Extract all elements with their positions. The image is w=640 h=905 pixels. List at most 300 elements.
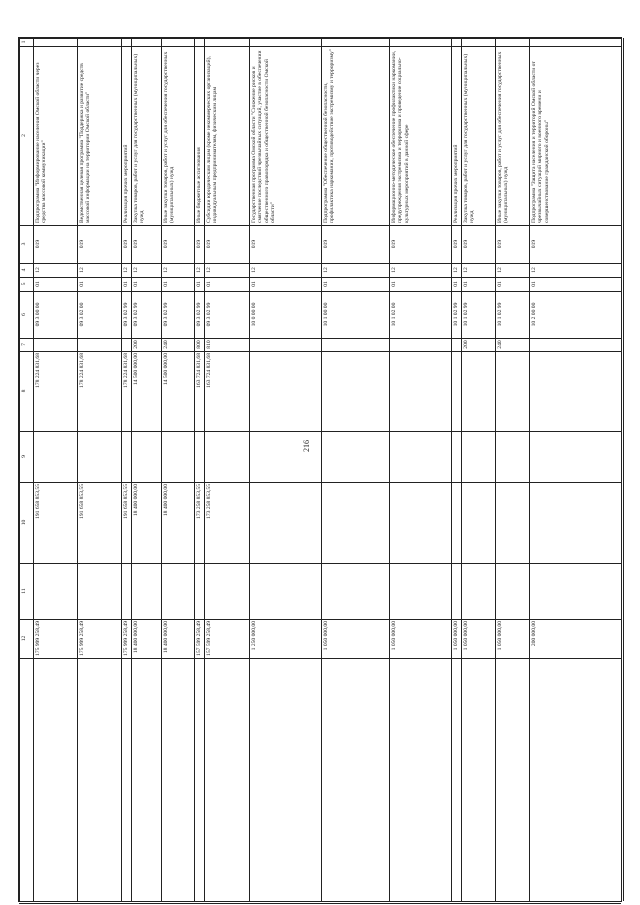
- row-c12-text: 18 400 000,00: [163, 621, 169, 654]
- row-c10: [321, 482, 389, 563]
- row-c7: [249, 338, 321, 351]
- row-c12-text: 175 999 258,49: [123, 621, 129, 656]
- row-c10-text: 191 658 853,55: [79, 484, 85, 519]
- row-c5-text: 01: [251, 281, 257, 287]
- row-c9-text: [453, 433, 461, 480]
- row-c7-text: 240: [497, 340, 503, 349]
- row-c5: [77, 277, 121, 291]
- row-name-text: Информационно-методическое обеспечение профилактики наркомании, предупреждения экстремизма и терроризма и проведение социально-культурных мероприятий в данной сфере: [391, 50, 410, 223]
- header-cell-text: 4: [21, 268, 27, 272]
- row-c4-text: 12: [391, 267, 397, 273]
- row-c9-text: [35, 433, 77, 480]
- row-c8: [33, 351, 77, 431]
- row-c9: [495, 431, 529, 482]
- row-c5-text: 01: [391, 281, 397, 287]
- row-c13-text: [323, 660, 389, 901]
- row-c10: [77, 482, 121, 563]
- row-c11-text: [251, 565, 321, 617]
- row-c3: [461, 225, 495, 263]
- row-c13-text: [35, 660, 77, 901]
- row-c4-text: 12: [531, 267, 537, 273]
- table-rule: [19, 38, 621, 39]
- row-c12: [529, 619, 623, 658]
- row-c9-text: [497, 433, 529, 480]
- row-c8-text: [453, 353, 461, 429]
- row-c3-text: 019: [323, 239, 329, 249]
- row-c13: [461, 658, 495, 903]
- table-rule: [623, 38, 624, 901]
- row-c13-text: [196, 660, 204, 901]
- row-c11-text: [497, 565, 529, 617]
- row-c13: [194, 658, 204, 903]
- row-c4: [529, 263, 623, 277]
- row-c11: [321, 563, 389, 619]
- row-c6-text: 09 3 02 99: [206, 302, 212, 327]
- row-c4: [121, 263, 131, 277]
- row-c8: [321, 351, 389, 431]
- row-c6: [77, 291, 121, 338]
- row-name-text: Ведомственная целевая программа "Поддержка и развитие средств массовой информации на территории Омской области": [79, 63, 92, 223]
- row-c6: [121, 291, 131, 338]
- row-c10-text: [251, 484, 321, 561]
- row-c5-text: 01: [206, 281, 212, 287]
- row-c3-text: 019: [196, 239, 202, 249]
- row-name: [194, 46, 204, 225]
- row-c13: [33, 658, 77, 903]
- row-c6-text: 10 1 02 99: [497, 302, 503, 327]
- row-c5: [33, 277, 77, 291]
- header-cell: [19, 619, 33, 658]
- row-c12-text: 200 000,00: [531, 621, 537, 647]
- row-c5-text: 01: [497, 281, 503, 287]
- row-c7-text: [391, 340, 451, 349]
- row-c5: [194, 277, 204, 291]
- header-cell-text: 6: [21, 313, 27, 316]
- row-c13: [77, 658, 121, 903]
- row-c11-text: [323, 565, 389, 617]
- row-c11: [495, 563, 529, 619]
- row-c5: [451, 277, 461, 291]
- row-c12: [161, 619, 194, 658]
- row-name-text: Субсидии юридическим лицам (кроме некоммерческих организаций), индивидуальным предпринимателям, физическим лицам: [206, 56, 219, 223]
- row-c3: [249, 225, 321, 263]
- row-c4: [461, 263, 495, 277]
- header-cell: [19, 225, 33, 263]
- row-c7-text: [531, 340, 623, 349]
- row-c5-text: 01: [133, 281, 139, 287]
- row-c8: [204, 351, 249, 431]
- row-c6: [33, 291, 77, 338]
- header-cell-text: 3: [21, 242, 27, 246]
- row-c6-text: 10 2 00 00: [531, 302, 537, 327]
- row-name: [529, 46, 623, 225]
- row-c4-text: 12: [35, 267, 41, 273]
- row-name: [161, 46, 194, 225]
- row-c4: [389, 263, 451, 277]
- row-c4: [321, 263, 389, 277]
- row-c12-text: 1 050 000,00: [497, 621, 503, 651]
- header-cell: [19, 351, 33, 431]
- row-c9-text: [251, 433, 321, 480]
- row-c8: [461, 351, 495, 431]
- page-number: 216: [302, 440, 311, 452]
- row-c11: [121, 563, 131, 619]
- row-c10-text: [453, 484, 461, 561]
- row-c3: [204, 225, 249, 263]
- row-c13: [529, 658, 623, 903]
- row-c6: [389, 291, 451, 338]
- row-c11: [77, 563, 121, 619]
- row-c7-text: [323, 340, 389, 349]
- row-c10-text: [323, 484, 389, 561]
- row-name: [461, 46, 495, 225]
- row-name: [204, 46, 249, 225]
- row-c8-text: [497, 353, 529, 429]
- row-c13-text: [163, 660, 194, 901]
- row-c8-text: [323, 353, 389, 429]
- row-c11-text: [206, 565, 249, 617]
- row-c4-text: 12: [463, 267, 469, 273]
- row-c10: [161, 482, 194, 563]
- row-name-text: Государственная программа Омской области "Снижение рисков и смягчение последствий чрезвычайных ситуаций, участие в обеспечении общественного правопорядка и общественной безопасности Омской области": [251, 50, 277, 223]
- row-c4: [131, 263, 161, 277]
- row-c7: [131, 338, 161, 351]
- row-c7: [77, 338, 121, 351]
- row-c10-text: [497, 484, 529, 561]
- row-c7: [204, 338, 249, 351]
- row-c11-text: [531, 565, 623, 617]
- row-c11: [161, 563, 194, 619]
- row-c8-text: [531, 353, 623, 429]
- row-c10-text: [463, 484, 495, 561]
- row-c13-text: [79, 660, 121, 901]
- row-c8: [451, 351, 461, 431]
- row-c12: [77, 619, 121, 658]
- row-c11-text: [391, 565, 451, 617]
- row-c13: [161, 658, 194, 903]
- row-c8: [495, 351, 529, 431]
- row-c13-text: [391, 660, 451, 901]
- row-c9-text: [123, 433, 131, 480]
- row-name: [121, 46, 131, 225]
- row-c5: [461, 277, 495, 291]
- row-c3-text: 019: [453, 239, 459, 249]
- row-c12: [321, 619, 389, 658]
- row-c7: [194, 338, 204, 351]
- row-c5-text: 01: [463, 281, 469, 287]
- row-c7: [389, 338, 451, 351]
- row-c9: [194, 431, 204, 482]
- row-c9: [77, 431, 121, 482]
- row-c6: [461, 291, 495, 338]
- row-c7-text: 240: [163, 340, 169, 349]
- row-c3: [131, 225, 161, 263]
- row-c6-text: 09 3 02 99: [123, 302, 129, 327]
- row-c12-text: 1 250 000,00: [251, 621, 257, 651]
- row-c13-text: [463, 660, 495, 901]
- row-name: [389, 46, 451, 225]
- header-cell: [19, 338, 33, 351]
- table-grid: [19, 38, 621, 901]
- row-c3: [161, 225, 194, 263]
- row-c8-text: 163 724 831,68: [206, 353, 212, 388]
- row-c12-text: 1 050 000,00: [463, 621, 469, 651]
- row-c8-text: 178 224 831,68: [79, 353, 85, 388]
- row-c3: [451, 225, 461, 263]
- row-c5-text: 01: [123, 281, 129, 287]
- row-c10: [204, 482, 249, 563]
- row-name-text: Иные закупки товаров, работ и услуг для обеспечения государственных (муниципальных) нужд: [163, 51, 176, 223]
- row-c12: [121, 619, 131, 658]
- row-c7: [161, 338, 194, 351]
- row-c13: [389, 658, 451, 903]
- row-c9: [389, 431, 451, 482]
- row-name: [451, 46, 461, 225]
- row-c4-text: 12: [453, 267, 459, 273]
- row-c6: [451, 291, 461, 338]
- row-c4-text: 12: [206, 267, 212, 273]
- row-c13-text: [123, 660, 131, 901]
- row-c3: [389, 225, 451, 263]
- row-c3-text: 019: [79, 239, 85, 249]
- row-c10: [451, 482, 461, 563]
- row-c3-text: 019: [463, 239, 469, 249]
- row-c7-text: 800: [196, 340, 202, 349]
- row-c4: [451, 263, 461, 277]
- row-c9-text: [163, 433, 194, 480]
- row-c10: [389, 482, 451, 563]
- row-c6-text: 09 3 02 00: [79, 302, 85, 327]
- row-c4-text: 12: [79, 267, 85, 273]
- row-c10: [529, 482, 623, 563]
- row-c9-text: [531, 433, 623, 480]
- row-c5-text: 01: [453, 281, 459, 287]
- row-c9-text: [391, 433, 451, 480]
- row-c7-text: [251, 340, 321, 349]
- row-c11-text: [79, 565, 121, 617]
- row-c7: [495, 338, 529, 351]
- row-c9-text: [206, 433, 249, 480]
- row-c13-text: [453, 660, 461, 901]
- header-cell-text: 7: [21, 343, 27, 346]
- row-c8-text: 178 224 831,68: [35, 353, 41, 388]
- header-cell: [19, 291, 33, 338]
- row-c4: [161, 263, 194, 277]
- row-c5-text: 01: [323, 281, 329, 287]
- row-c10: [461, 482, 495, 563]
- row-c4-text: 12: [323, 267, 329, 273]
- row-c12: [194, 619, 204, 658]
- row-c11-text: [123, 565, 131, 617]
- row-name-text: Реализация прочих мероприятий: [123, 144, 129, 223]
- row-c7: [121, 338, 131, 351]
- row-c3: [321, 225, 389, 263]
- row-c11-text: [35, 565, 77, 617]
- row-c11: [389, 563, 451, 619]
- header-cell-text: 10: [21, 519, 27, 526]
- row-c3: [121, 225, 131, 263]
- row-c13: [249, 658, 321, 903]
- row-c9: [461, 431, 495, 482]
- row-c3-text: 019: [133, 239, 139, 249]
- row-c10-text: 173 258 853,55: [196, 484, 202, 519]
- row-c12-text: 175 999 258,49: [35, 621, 41, 656]
- header-cell: [19, 46, 33, 225]
- row-c10-text: 191 658 853,55: [35, 484, 41, 519]
- row-c11: [451, 563, 461, 619]
- row-c6-text: 09 3 02 99: [163, 302, 169, 327]
- row-c12-text: 157 599 258,49: [196, 621, 202, 656]
- row-c3-text: 019: [251, 239, 257, 249]
- row-c3-text: 019: [163, 239, 169, 249]
- row-c12: [389, 619, 451, 658]
- row-c10: [131, 482, 161, 563]
- row-c10-text: 18 400 000,00: [133, 484, 139, 517]
- row-c6-text: 09 3 00 00: [35, 302, 41, 327]
- row-c8: [131, 351, 161, 431]
- row-c7-text: [453, 340, 461, 349]
- row-c6: [321, 291, 389, 338]
- row-c9-text: [463, 433, 495, 480]
- row-c11: [204, 563, 249, 619]
- row-name-text: Подпрограмма "Информирование населения Омской области через средства массовой коммуникации": [35, 62, 48, 223]
- row-c5-text: 01: [531, 281, 537, 287]
- header-cell: [19, 263, 33, 277]
- row-c4: [204, 263, 249, 277]
- row-c3-text: 019: [35, 239, 41, 249]
- row-c8-text: 14 500 000,00: [133, 353, 139, 386]
- row-c12: [204, 619, 249, 658]
- row-c7: [321, 338, 389, 351]
- row-c6: [131, 291, 161, 338]
- row-c3: [495, 225, 529, 263]
- row-c7: [461, 338, 495, 351]
- row-c7-text: [123, 340, 131, 349]
- row-c4-text: 12: [163, 267, 169, 273]
- row-c8-text: [391, 353, 451, 429]
- row-c5-text: 01: [35, 281, 41, 287]
- row-c9: [249, 431, 321, 482]
- row-c4: [249, 263, 321, 277]
- row-c5: [495, 277, 529, 291]
- row-c13: [495, 658, 529, 903]
- header-cell: [19, 482, 33, 563]
- row-c4-text: 12: [123, 267, 129, 273]
- budget-table: [18, 37, 622, 902]
- table-rule: [19, 903, 621, 904]
- row-c4-text: 12: [497, 267, 503, 273]
- row-c6: [529, 291, 623, 338]
- row-c4-text: 12: [133, 267, 139, 273]
- header-cell-text: 2: [21, 134, 27, 137]
- row-c11-text: [463, 565, 495, 617]
- row-c9-text: [196, 433, 204, 480]
- row-name-text: Закупка товаров, работ и услуг для государственных (муниципальных) нужд: [133, 53, 146, 223]
- row-c3: [529, 225, 623, 263]
- header-cell-text: 12: [21, 635, 27, 642]
- row-c7: [451, 338, 461, 351]
- row-c3-text: 019: [497, 239, 503, 249]
- row-c9: [204, 431, 249, 482]
- row-c4: [77, 263, 121, 277]
- row-name: [249, 46, 321, 225]
- row-name-text: Реализация прочих мероприятий: [453, 144, 459, 223]
- row-c10-text: [391, 484, 451, 561]
- row-c5-text: 01: [196, 281, 202, 287]
- row-c8: [77, 351, 121, 431]
- header-cell-text: 11: [21, 588, 27, 594]
- row-c3: [194, 225, 204, 263]
- row-name: [321, 46, 389, 225]
- row-c10: [33, 482, 77, 563]
- row-name-text: Подпрограмма "Защита населения и территорий Омской области от чрезвычайных ситуаций мирного и военного времени и совершенствование гражданской обороны": [531, 61, 550, 223]
- row-c5-text: 01: [79, 281, 85, 287]
- row-c11: [131, 563, 161, 619]
- row-c10-text: 173 258 853,55: [206, 484, 212, 519]
- row-c6: [495, 291, 529, 338]
- row-c11-text: [163, 565, 194, 617]
- row-c9-text: [79, 433, 121, 480]
- row-c5: [131, 277, 161, 291]
- row-c7: [33, 338, 77, 351]
- row-c9: [321, 431, 389, 482]
- row-c9: [121, 431, 131, 482]
- row-c8-text: 178 224 831,68: [123, 353, 129, 388]
- row-c11-text: [196, 565, 204, 617]
- row-c6: [204, 291, 249, 338]
- row-c4: [495, 263, 529, 277]
- row-c13: [451, 658, 461, 903]
- row-c12-text: 18 400 000,00: [133, 621, 139, 654]
- row-name-text: Иные закупки товаров, работ и услуг для обеспечения государственных (муниципальных) нужд: [497, 51, 510, 223]
- row-c10-text: 18 400 000,00: [163, 484, 169, 517]
- header-cell-text: 5: [21, 282, 27, 286]
- row-c7-text: 200: [133, 340, 139, 349]
- row-c3-text: 019: [206, 239, 212, 249]
- row-c9-text: [323, 433, 389, 480]
- row-c4-text: 12: [251, 267, 257, 273]
- row-c13-text: [251, 660, 321, 901]
- row-c6-text: 10 1 02 99: [463, 302, 469, 327]
- row-name: [131, 46, 161, 225]
- row-c8-text: [463, 353, 495, 429]
- row-c13-text: [133, 660, 161, 901]
- row-c4-text: 12: [196, 267, 202, 273]
- row-c8: [161, 351, 194, 431]
- header-cell: [19, 563, 33, 619]
- row-name-text: Подпрограмма "Обеспечение общественной безопасности, профилактика наркомании, противодействие экстремизму и терроризму": [323, 48, 336, 223]
- row-c13-text: [531, 660, 623, 901]
- row-c6: [161, 291, 194, 338]
- row-c6-text: 10 1 00 00: [323, 302, 329, 327]
- row-c8: [249, 351, 321, 431]
- row-c5: [121, 277, 131, 291]
- row-c10: [495, 482, 529, 563]
- row-c6-text: 10 1 02 00: [391, 302, 397, 327]
- row-c9: [529, 431, 623, 482]
- row-c8-text: 163 724 831,68: [196, 353, 202, 388]
- row-c8-text: [251, 353, 321, 429]
- row-c12-text: 157 599 258,49: [206, 621, 212, 656]
- row-c5: [204, 277, 249, 291]
- row-c11-text: [133, 565, 161, 617]
- row-c10-text: 191 658 853,55: [123, 484, 129, 519]
- header-cell-text: 1: [21, 40, 27, 44]
- row-c9: [33, 431, 77, 482]
- row-c12: [33, 619, 77, 658]
- row-c9: [451, 431, 461, 482]
- row-c11: [33, 563, 77, 619]
